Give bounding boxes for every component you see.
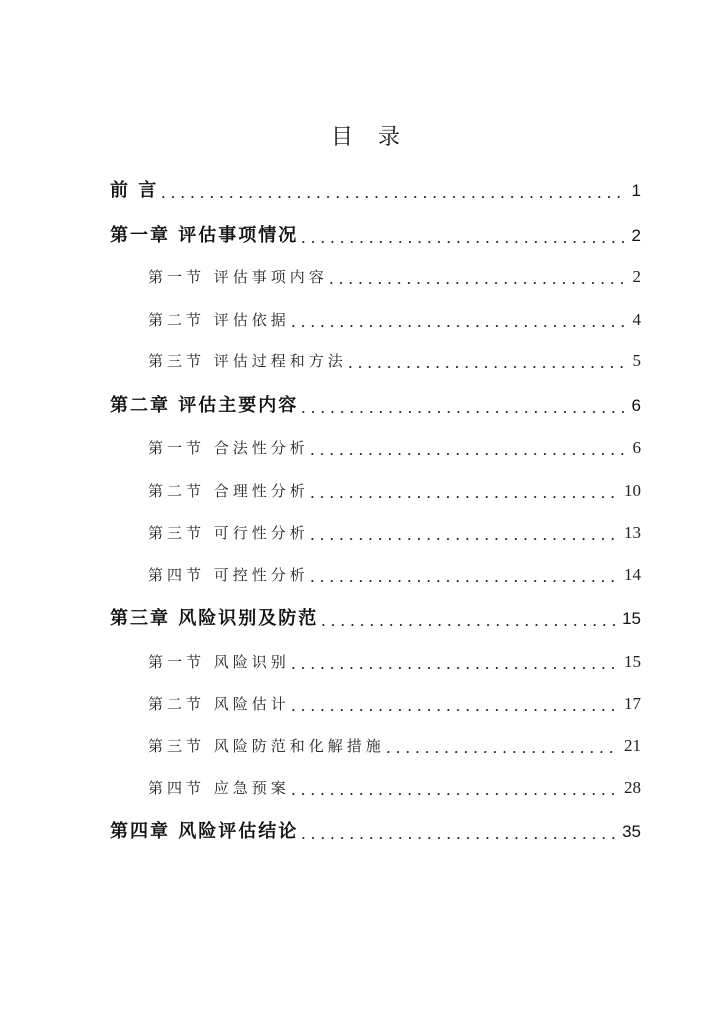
toc-page-number: 2 xyxy=(631,226,641,245)
toc-page-number: 35 xyxy=(622,822,641,841)
toc-page-number: 15 xyxy=(624,652,641,671)
dot-leader xyxy=(322,608,615,630)
toc-entry-label: 第二节 风险估计 xyxy=(148,695,290,713)
toc-entry-label: 第二节 合理性分析 xyxy=(148,482,309,500)
dot-leader xyxy=(330,266,626,288)
toc-section-entry xyxy=(148,309,641,331)
toc-page-number: 21 xyxy=(624,736,641,755)
dot-leader xyxy=(292,693,617,715)
toc-section-entry xyxy=(148,735,641,757)
toc-section-entry xyxy=(148,480,641,502)
toc-page-number: 13 xyxy=(624,523,641,542)
toc-section-entry xyxy=(148,693,641,715)
dot-leader xyxy=(292,309,626,331)
toc-page-number: 28 xyxy=(624,778,641,797)
dot-leader xyxy=(162,180,624,202)
toc-page-number: 1 xyxy=(631,181,641,200)
toc-entry-label: 第一章 评估事项情况 xyxy=(110,225,299,246)
toc-section-entry xyxy=(148,651,641,673)
toc-entry-label: 第三节 评估过程和方法 xyxy=(148,352,347,370)
dot-leader xyxy=(311,437,626,459)
toc-chapter-entry xyxy=(110,608,641,630)
toc-entry-label: 第三节 风险防范和化解措施 xyxy=(148,737,385,755)
toc-section-entry xyxy=(148,522,641,544)
toc-entry-label: 第一节 合法性分析 xyxy=(148,439,309,457)
dot-leader xyxy=(311,522,617,544)
toc-page-number: 17 xyxy=(624,694,641,713)
toc-chapter-entry xyxy=(110,821,641,843)
dot-leader xyxy=(311,564,617,586)
dot-leader xyxy=(302,225,624,247)
toc-entry-label: 第四节 可控性分析 xyxy=(148,566,309,584)
toc-page-number: 10 xyxy=(624,481,641,500)
toc-chapter-entry xyxy=(110,180,641,202)
toc-section-entry xyxy=(148,437,641,459)
dot-leader xyxy=(292,777,617,799)
toc-entry-label: 第四章 风险评估结论 xyxy=(110,821,299,842)
dot-leader xyxy=(387,735,617,757)
toc-entry-label: 第四节 应急预案 xyxy=(148,779,290,797)
toc-chapter-entry xyxy=(110,225,641,247)
toc-page-number: 6 xyxy=(631,396,641,415)
toc-page-number: 6 xyxy=(632,438,641,457)
dot-leader xyxy=(292,651,617,673)
toc-page-number: 4 xyxy=(632,310,641,329)
dot-leader xyxy=(311,480,617,502)
toc-entry-label: 第一节 评估事项内容 xyxy=(148,268,328,286)
toc-title: 目 录 xyxy=(331,125,409,150)
toc-section-entry xyxy=(148,564,641,586)
toc-entry-label: 第三章 风险识别及防范 xyxy=(110,608,319,629)
toc-page-number: 2 xyxy=(632,267,641,286)
dot-leader xyxy=(302,821,615,843)
toc-page-number: 5 xyxy=(632,351,641,370)
toc-chapter-entry xyxy=(110,395,641,417)
toc-section-entry xyxy=(148,266,641,288)
toc-page-number: 14 xyxy=(624,565,641,584)
dot-leader xyxy=(349,350,626,372)
toc-entry-label: 第二节 评估依据 xyxy=(148,311,290,329)
toc-section-entry xyxy=(148,350,641,372)
toc-entry-label: 前 言 xyxy=(110,180,159,201)
toc-entry-label: 第三节 可行性分析 xyxy=(148,524,309,542)
toc-entry-label: 第一节 风险识别 xyxy=(148,653,290,671)
toc-page-number: 15 xyxy=(622,609,641,628)
dot-leader xyxy=(302,395,624,417)
toc-entry-label: 第二章 评估主要内容 xyxy=(110,395,299,416)
toc-section-entry xyxy=(148,777,641,799)
